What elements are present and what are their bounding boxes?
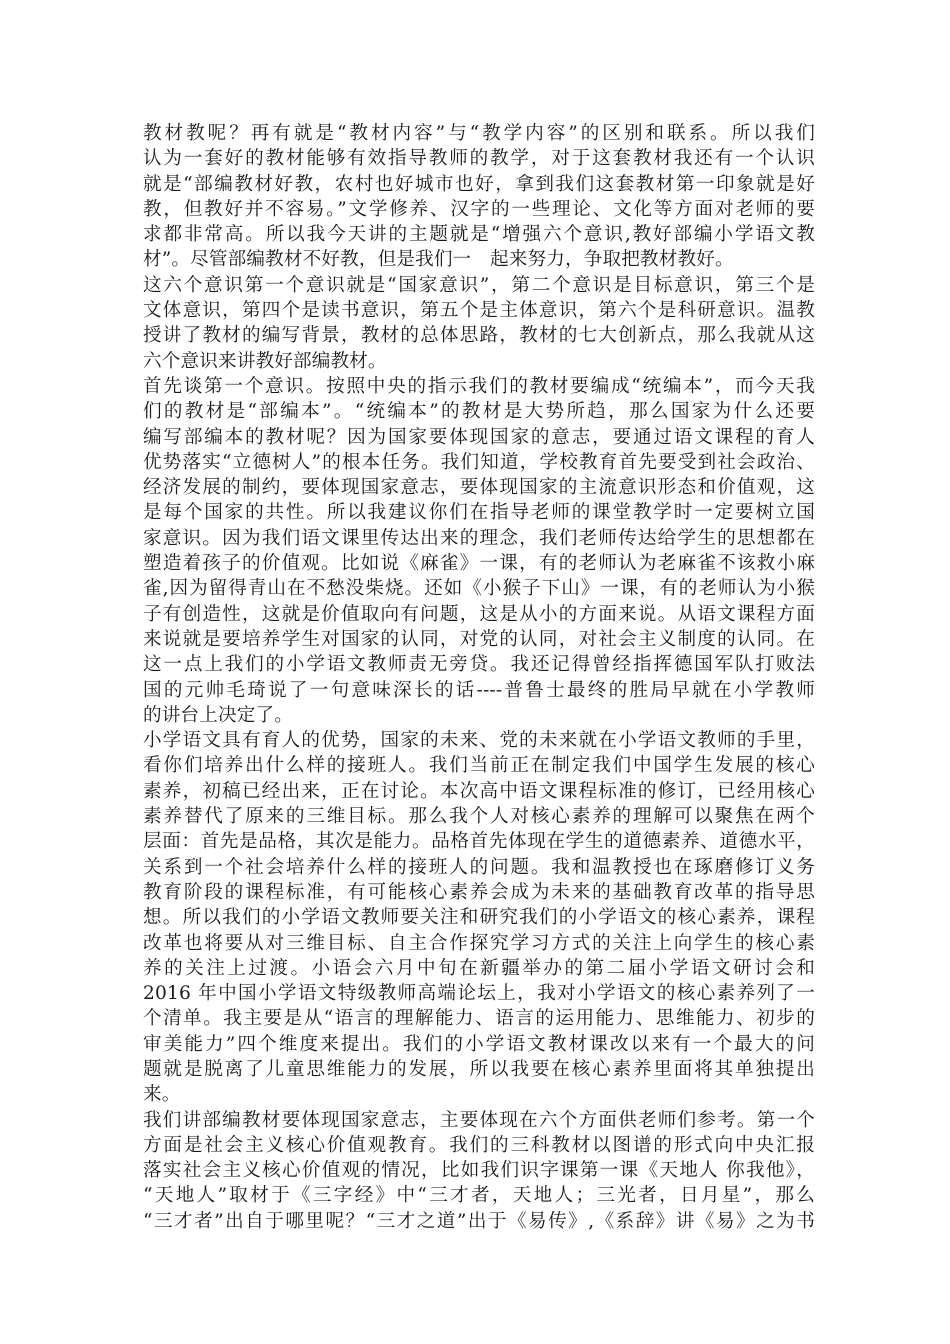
text-line: 六个意识来讲教好部编教材。	[143, 350, 387, 372]
text-line: 素养替代了原来的三维目标。那么我个人对核心素养的理解可以聚焦在两个	[143, 806, 815, 828]
text-line: 授讲了教材的编写背景，教材的总体思路，教材的七大创新点，那么我就从这	[143, 325, 815, 347]
text-line: 文体意识，第四个是读书意识，第五个是主体意识，第六个是科研意识。温教	[143, 300, 815, 322]
text-line: 编写部编本的教材呢？因为国家要体现国家的意志，要通过语文课程的育人	[143, 426, 815, 448]
text-line: 教育阶段的课程标准，有可能核心素养会成为未来的基础教育改革的指导思	[143, 881, 815, 903]
text-line: 养的关注上过渡。小语会六月中旬在新疆举办的第二届小学语文研讨会和	[143, 957, 815, 979]
paragraph	[143, 1108, 815, 1234]
text-line: 层面：首先是品格，其次是能力。品格首先体现在学生的道德素养、道德水平，	[143, 831, 815, 853]
text-line: 看你们培养出什么样的接班人。我们当前正在制定我们中国学生发展的核心	[143, 755, 815, 777]
text-line: 这一点上我们的小学语文教师责无旁贷。我还记得曾经指挥德国军队打败法	[143, 654, 815, 676]
text-line: 雀,因为留得青山在不愁没柴烧。还如《小猴子下山》一课，有的老师认为小猴	[143, 578, 815, 600]
text-line: 关系到一个社会培养什么样的接班人的问题。我和温教授也在琢磨修订义务	[143, 856, 815, 878]
text-line: 来。	[143, 1084, 181, 1106]
text-line: 教材教呢？再有就是“教材内容”与“教学内容”的区别和联系。所以我们	[143, 123, 815, 144]
text-line: 想。所以我们的小学语文教师要关注和研究我们的小学语文的核心素养，课程	[143, 907, 815, 929]
text-line: 家意识。因为我们语文课里传达出来的理念，我们老师传达给学生的思想都在	[143, 527, 815, 549]
text-line: “天地人”取材于《三字经》中“三才者，天地人；三光者，日月星”，那么	[143, 1185, 815, 1207]
text-line: 优势落实“立德树人”的根本任务。我们知道，学校教育首先要受到社会政治、	[143, 451, 815, 473]
text-line: 我们讲部编教材要体现国家意志，主要体现在六个方面供老师们参考。第一个	[143, 1109, 815, 1131]
text-line: 落实社会主义核心价值观的情况，比如我们识字课第一课《天地人 你我他》，	[143, 1160, 815, 1182]
document-page	[143, 121, 815, 1234]
text-line: 求都非常高。所以我今天讲的主题就是“增强六个意识,教好部编小学语文教	[143, 224, 815, 246]
text-line: 材”。尽管部编教材不好教，但是我们一 起来努力，争取把教材教好。	[143, 249, 734, 271]
text-line: 方面是社会主义核心价值观教育。我们的三科教材以图谱的形式向中央汇报	[143, 1134, 815, 1156]
text-line: 子有创造性，这就是价值取向有问题，这是从小的方面来说。从语文课程方面	[143, 603, 815, 625]
text-line: 认为一套好的教材能够有效指导教师的教学，对于这套教材我还有一个认识	[143, 148, 815, 170]
text-line: 审美能力”四个维度来提出。我们的小学语文教材课改以来有一个最大的问	[143, 1033, 815, 1055]
text-line: 这六个意识第一个意识就是“国家意识”，第二个意识是目标意识，第三个是	[143, 274, 815, 296]
paragraph	[143, 121, 815, 273]
text-line: 题就是脱离了儿童思维能力的发展，所以我要在核心素养里面将其单独提出	[143, 1058, 815, 1080]
paragraph	[143, 728, 815, 1107]
text-line: 首先谈第一个意识。按照中央的指示我们的教材要编成“统编本”，而今天我	[143, 375, 815, 397]
text-line: 就是“部编教材好教，农村也好城市也好，拿到我们这套教材第一印象就是好	[143, 173, 815, 195]
text-line: 改革也将要从对三维目标、自主合作探究学习方式的关注上向学生的核心素	[143, 932, 815, 954]
text-line: 小学语文具有育人的优势，国家的未来、党的未来就在小学语文教师的手里，	[143, 730, 815, 752]
text-line: 是每个国家的共性。所以我建议你们在指导老师的课堂教学时一定要树立国	[143, 502, 815, 524]
text-line: 来说就是要培养学生对国家的认同，对党的认同，对社会主义制度的认同。在	[143, 628, 815, 650]
paragraph	[143, 273, 815, 374]
text-line: 个清单。我主要是从“语言的理解能力、语言的运用能力、思维能力、初步的	[143, 1008, 815, 1030]
text-line: “三才者”出自于哪里呢？“三才之道”出于《易传》,《系辞》讲《易》之为书	[143, 1210, 815, 1232]
text-line: 2016 年中国小学语文特级教师高端论坛上，我对小学语文的核心素养列了一	[143, 983, 815, 1005]
text-line: 教，但教好并不容易。”文学修养、汉字的一些理论、文化等方面对老师的要	[143, 198, 815, 220]
text-line: 们的教材是“部编本”。“统编本”的教材是大势所趋，那么国家为什么还要	[143, 401, 815, 423]
text-line: 的讲台上决定了。	[143, 704, 293, 726]
text-line: 国的元帅毛琦说了一句意味深长的话----普鲁士最终的胜局早就在小学教师	[143, 679, 815, 701]
text-line: 经济发展的制约，要体现国家意志，要体现国家的主流意识形态和价值观，这	[143, 477, 815, 499]
paragraph	[143, 374, 815, 728]
text-line: 塑造着孩子的价值观。比如说《麻雀》一课，有的老师认为老麻雀不该救小麻	[143, 553, 815, 575]
text-line: 素养，初稿已经出来，正在讨论。本次高中语文课程标准的修订，已经用核心	[143, 780, 815, 802]
